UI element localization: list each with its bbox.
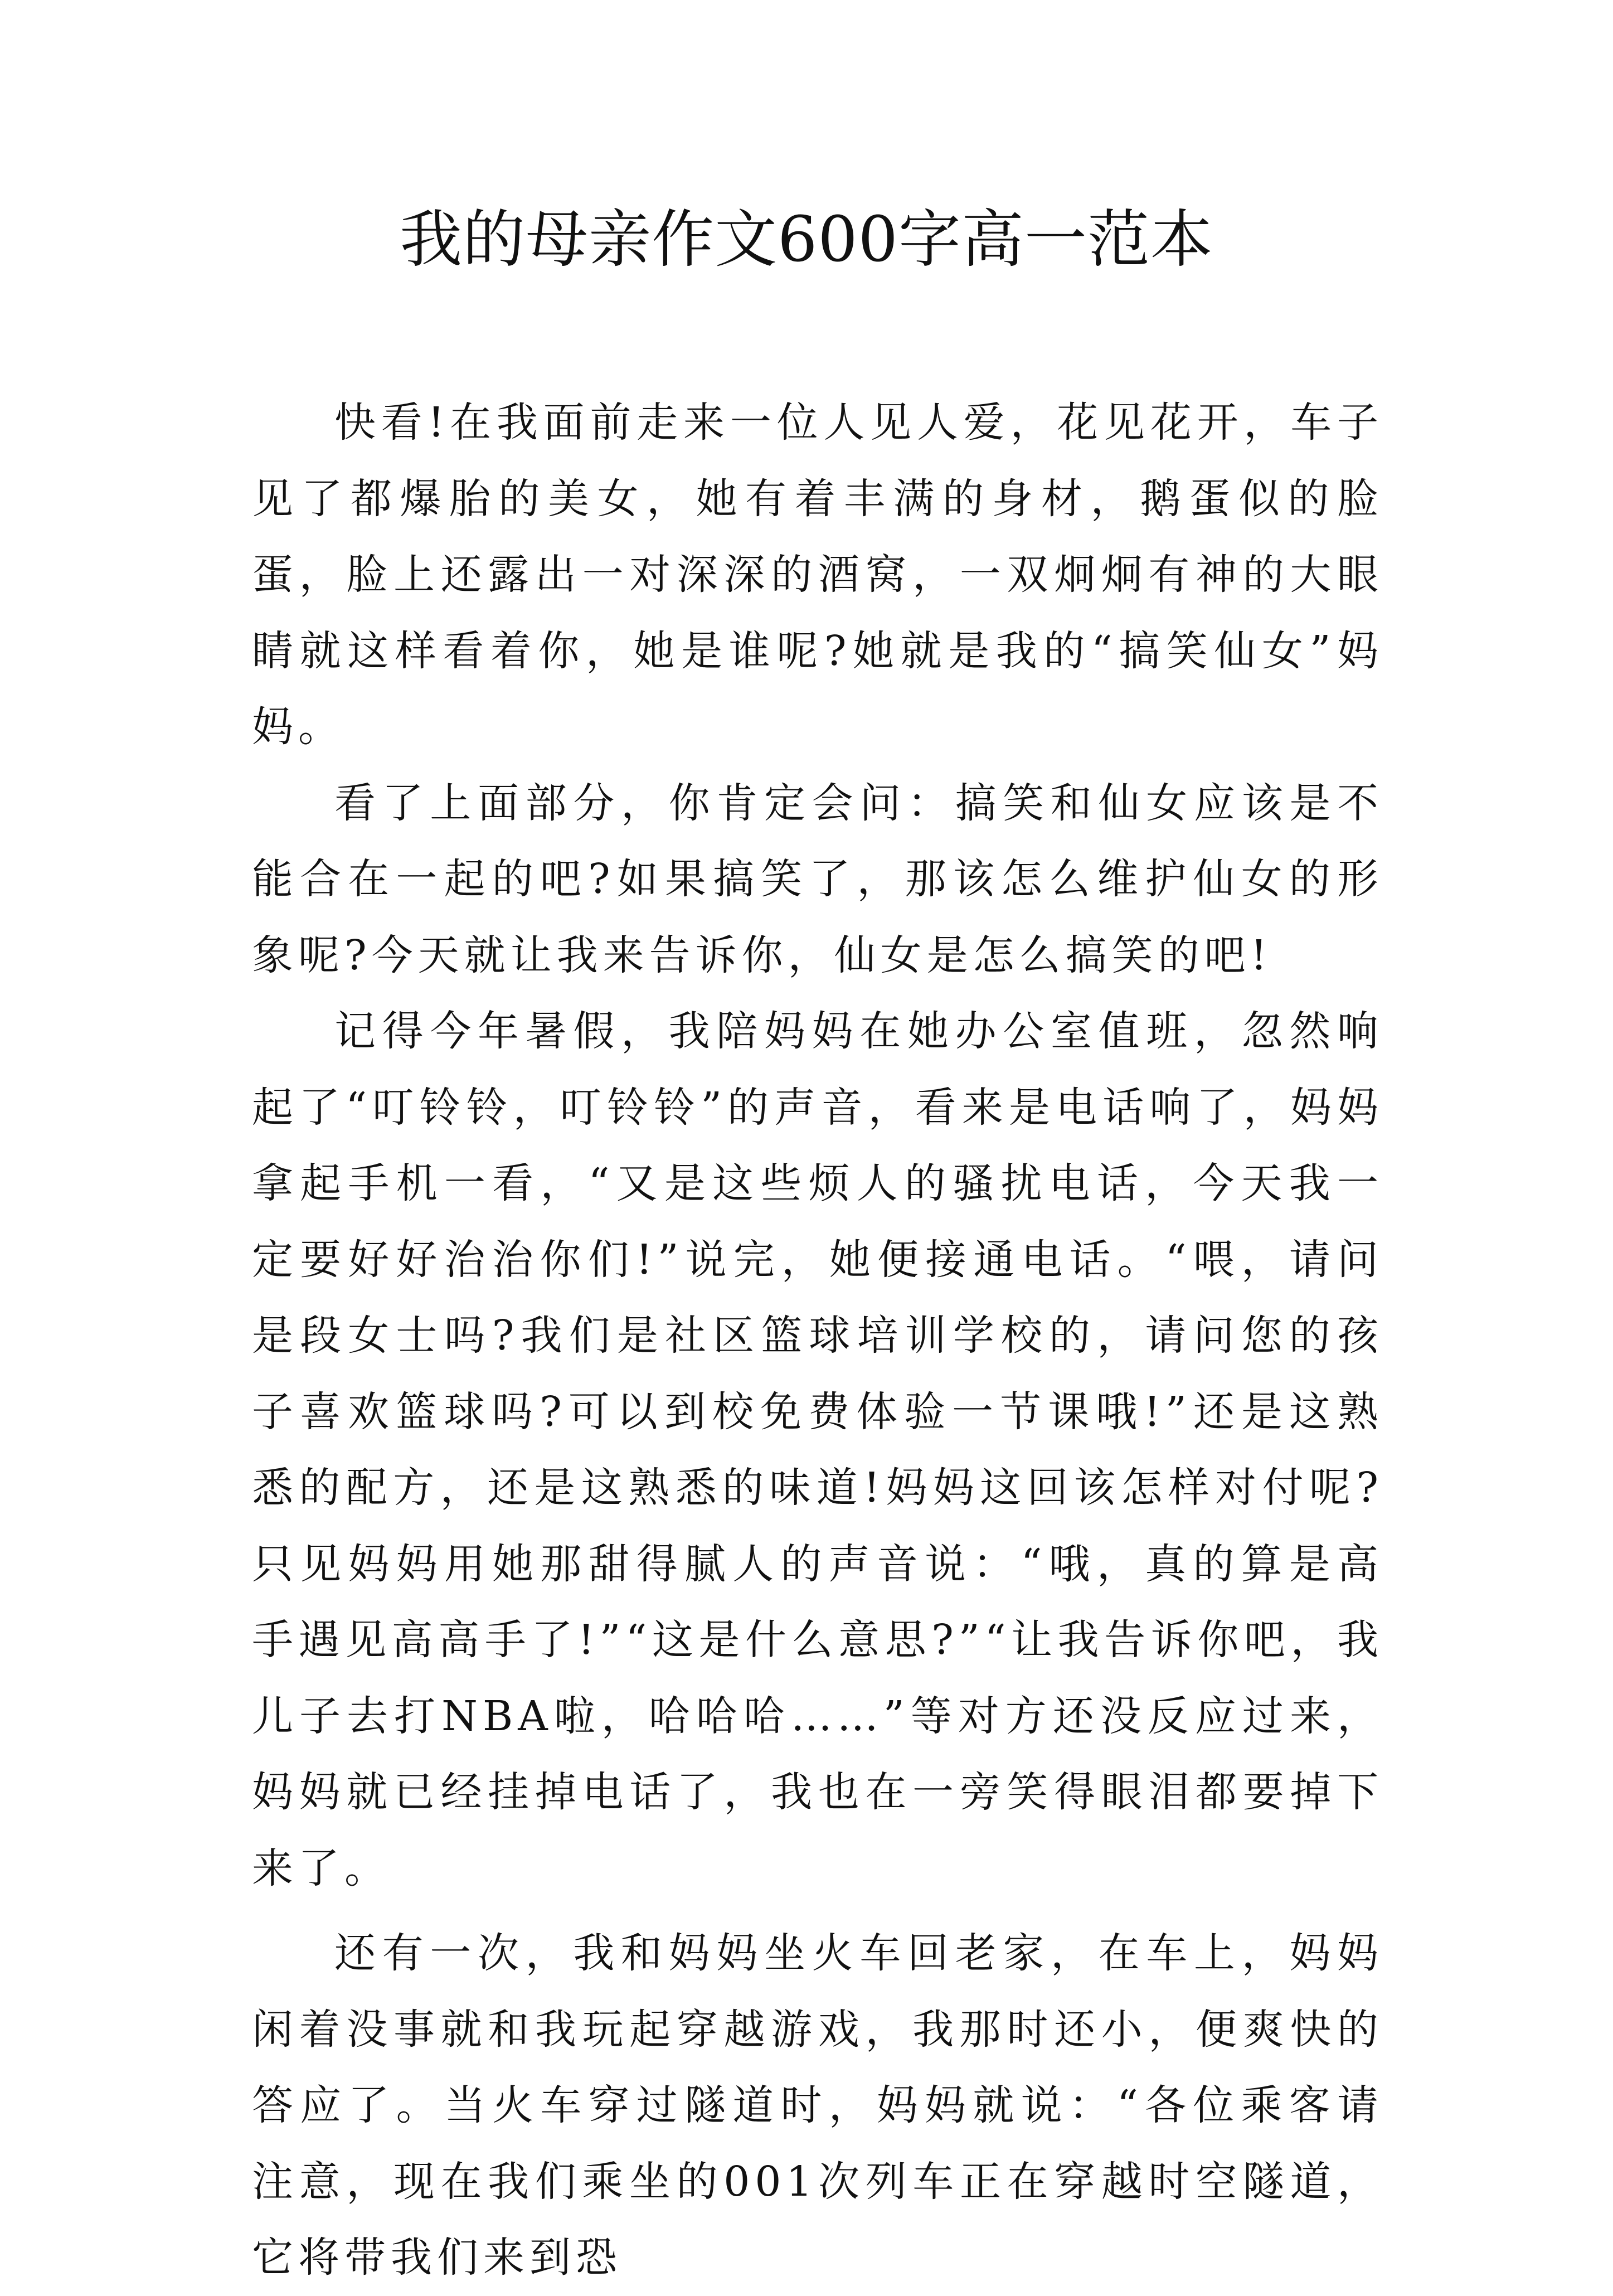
paragraph-3: 记得今年暑假，我陪妈妈在她办公室值班，忽然响起了“叮铃铃，叮铃铃”的声音，看来是电话响了，妈妈拿起手机一看，“又是这些烦人的骚扰电话，今天我一定要好好治治你们!”说完，她便接通电话。“喂，请问是段女士吗?我们是社区篮球培训学校的，请问您的孩子喜欢篮球吗?可以到校免费体验一节课哦!”还是这熟悉的配方，还是这熟悉的味道!妈妈这回该怎样对付呢?只见妈妈用她那甜得腻人的声音说：“哦，真的算是高手遇见高高手了!”“这是什么意思?”“让我告诉你吧，我儿子去打NBA啦，哈哈哈……”等对方还没反应过来，妈妈就已经挂掉电话了，我也在一旁笑得眼泪都要掉下来了。 (252, 1007, 1383, 1892)
document-body (252, 385, 1383, 2296)
paragraph-2: 看了上面部分，你肯定会问：搞笑和仙女应该是不能合在一起的吧?如果搞笑了，那该怎么维护仙女的形象呢?今天就让我来告诉你，仙女是怎么搞笑的吧! (252, 779, 1383, 979)
paragraph-4: 还有一次，我和妈妈坐火车回老家，在车上，妈妈闲着没事就和我玩起穿越游戏，我那时还小，便爽快的答应了。当火车穿过隧道时，妈妈就说：“各位乘客请注意，现在我们乘坐的001次列车正在穿越时空隧道，它将带我们来到恐 (252, 1929, 1383, 2282)
document-title: 我的母亲作文600字高一范本 (400, 203, 1213, 276)
paragraph-1: 快看!在我面前走来一位人见人爱，花见花开，车子见了都爆胎的美女，她有着丰满的身材，鹅蛋似的脸蛋，脸上还露出一对深深的酒窝，一双炯炯有神的大眼睛就这样看着你，她是谁呢?她就是我的“搞笑仙女”妈妈。 (252, 399, 1383, 751)
